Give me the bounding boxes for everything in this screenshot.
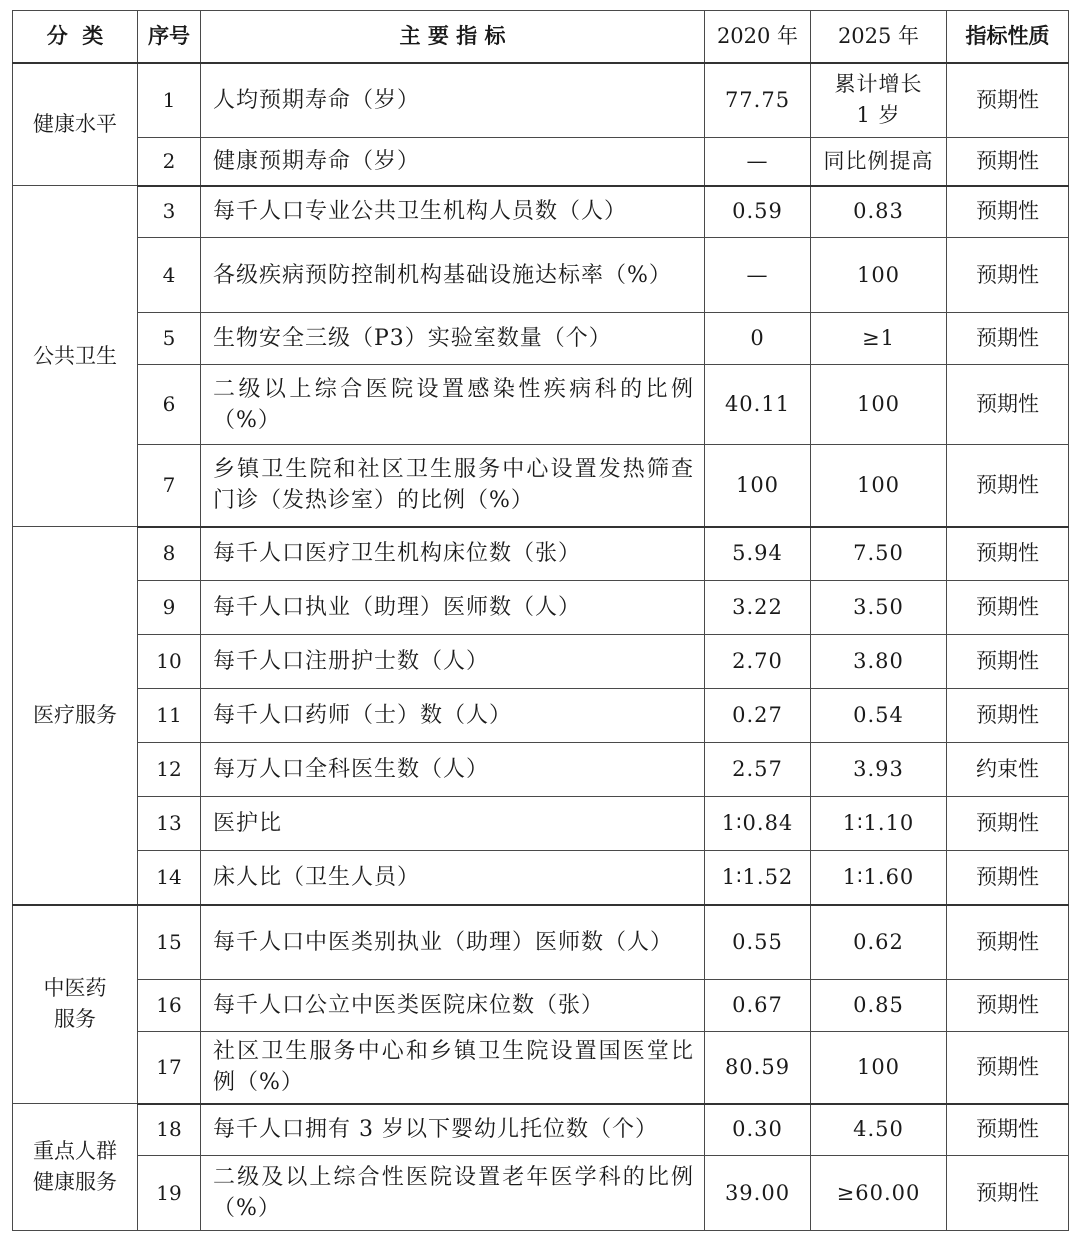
index-cell: 4 [138,238,201,313]
index-cell: 19 [138,1156,201,1231]
value-2025-cell: 3.80 [811,635,947,689]
index-cell: 7 [138,445,201,527]
indicator-name-cell: 每千人口拥有 3 岁以下婴幼儿托位数（个） [201,1104,705,1156]
table-row [13,1104,1069,1156]
index-cell: 6 [138,365,201,445]
index-cell: 1 [138,63,201,138]
indicator-name-cell: 二级及以上综合性医院设置老年医学科的比例（%） [201,1156,705,1231]
index-cell: 14 [138,851,201,905]
table-row [13,1032,1069,1104]
table-row [13,63,1069,138]
table-row [13,138,1069,186]
indicator-name-cell: 床人比（卫生人员） [201,851,705,905]
index-cell: 8 [138,527,201,581]
header-2025: 2025 年 [811,11,947,63]
table-row [13,527,1069,581]
header-2020: 2020 年 [705,11,811,63]
value-2025-cell: 100 [811,365,947,445]
index-cell: 12 [138,743,201,797]
nature-cell: 预期性 [947,186,1069,238]
value-2025-cell: 7.50 [811,527,947,581]
value-2020-cell: 0.59 [705,186,811,238]
nature-cell: 预期性 [947,1104,1069,1156]
indicator-name-cell: 每千人口执业（助理）医师数（人） [201,581,705,635]
value-2020-cell: 80.59 [705,1032,811,1104]
indicator-name-cell: 每千人口中医类别执业（助理）医师数（人） [201,905,705,980]
indicator-name-cell: 每千人口专业公共卫生机构人员数（人） [201,186,705,238]
table-row [13,186,1069,238]
indicator-name-cell: 健康预期寿命（岁） [201,138,705,186]
table-row [13,313,1069,365]
category-cell: 健康水平 [13,63,138,186]
nature-cell: 预期性 [947,138,1069,186]
nature-cell: 预期性 [947,635,1069,689]
index-cell: 13 [138,797,201,851]
value-2025-cell: ≥1 [811,313,947,365]
header-index: 序号 [138,11,201,63]
index-cell: 11 [138,689,201,743]
table-row [13,445,1069,527]
indicator-name-cell: 每万人口全科医生数（人） [201,743,705,797]
value-2020-cell: 1∶1.52 [705,851,811,905]
index-cell: 9 [138,581,201,635]
nature-cell: 预期性 [947,238,1069,313]
value-2025-cell: 0.54 [811,689,947,743]
value-2020-cell: 0.27 [705,689,811,743]
nature-cell: 预期性 [947,445,1069,527]
category-cell: 医疗服务 [13,527,138,905]
indicator-name-cell: 生物安全三级（P3）实验室数量（个） [201,313,705,365]
table-row [13,797,1069,851]
indicator-name-cell: 各级疾病预防控制机构基础设施达标率（%） [201,238,705,313]
value-2020-cell: 1∶0.84 [705,797,811,851]
value-2020-cell: 0.30 [705,1104,811,1156]
category-cell: 重点人群 健康服务 [13,1104,138,1231]
index-cell: 17 [138,1032,201,1104]
table-row [13,1156,1069,1231]
nature-cell: 预期性 [947,851,1069,905]
nature-cell: 预期性 [947,1156,1069,1231]
value-2025-cell: 1∶1.10 [811,797,947,851]
indicator-name-cell: 人均预期寿命（岁） [201,63,705,138]
indicator-name-cell: 医护比 [201,797,705,851]
nature-cell: 预期性 [947,365,1069,445]
value-2020-cell: 2.57 [705,743,811,797]
nature-cell: 预期性 [947,313,1069,365]
table-row [13,851,1069,905]
indicator-name-cell: 每千人口注册护士数（人） [201,635,705,689]
nature-cell: 预期性 [947,905,1069,980]
indicator-name-cell: 乡镇卫生院和社区卫生服务中心设置发热筛查门诊（发热诊室）的比例（%） [201,445,705,527]
table-row [13,980,1069,1032]
value-2020-cell: 0.67 [705,980,811,1032]
table-row [13,905,1069,980]
value-2025-cell: 100 [811,238,947,313]
indicator-name-cell: 每千人口药师（士）数（人） [201,689,705,743]
value-2020-cell: 0 [705,313,811,365]
table-row [13,581,1069,635]
value-2020-cell: 5.94 [705,527,811,581]
header-category: 分 类 [13,11,138,63]
indicator-name-cell: 每千人口医疗卫生机构床位数（张） [201,527,705,581]
value-2025-cell: 0.85 [811,980,947,1032]
value-2025-cell: 0.83 [811,186,947,238]
indicator-name-cell: 社区卫生服务中心和乡镇卫生院设置国医堂比例（%） [201,1032,705,1104]
table-row [13,238,1069,313]
index-cell: 2 [138,138,201,186]
value-2025-cell: 3.50 [811,581,947,635]
index-cell: 16 [138,980,201,1032]
header-indicator: 主 要 指 标 [201,11,705,63]
nature-cell: 预期性 [947,980,1069,1032]
value-2020-cell: 3.22 [705,581,811,635]
indicator-name-cell: 二级以上综合医院设置感染性疾病科的比例（%） [201,365,705,445]
index-cell: 5 [138,313,201,365]
header-nature: 指标性质 [947,11,1069,63]
value-2025-cell: ≥60.00 [811,1156,947,1231]
value-2020-cell: 77.75 [705,63,811,138]
value-2020-cell: — [705,238,811,313]
table-body [13,63,1069,1231]
nature-cell: 预期性 [947,689,1069,743]
value-2025-cell: 同比例提高 [811,138,947,186]
value-2025-cell: 100 [811,1032,947,1104]
indicator-name-cell: 每千人口公立中医类医院床位数（张） [201,980,705,1032]
index-cell: 3 [138,186,201,238]
category-cell: 公共卫生 [13,186,138,527]
value-2020-cell: 100 [705,445,811,527]
nature-cell: 预期性 [947,797,1069,851]
nature-cell: 预期性 [947,1032,1069,1104]
value-2020-cell: 2.70 [705,635,811,689]
value-2020-cell: — [705,138,811,186]
category-cell: 中医药 服务 [13,905,138,1104]
value-2020-cell: 0.55 [705,905,811,980]
table-row [13,689,1069,743]
value-2025-cell: 3.93 [811,743,947,797]
table-row [13,743,1069,797]
value-2025-cell: 累计增长 1 岁 [811,63,947,138]
value-2025-cell: 4.50 [811,1104,947,1156]
value-2025-cell: 1∶1.60 [811,851,947,905]
nature-cell: 预期性 [947,63,1069,138]
index-cell: 15 [138,905,201,980]
header-row [13,11,1069,63]
value-2025-cell: 100 [811,445,947,527]
table-row [13,635,1069,689]
indicator-table [12,10,1069,1231]
nature-cell: 预期性 [947,527,1069,581]
value-2020-cell: 40.11 [705,365,811,445]
index-cell: 10 [138,635,201,689]
value-2025-cell: 0.62 [811,905,947,980]
nature-cell: 预期性 [947,581,1069,635]
value-2020-cell: 39.00 [705,1156,811,1231]
table-row [13,365,1069,445]
nature-cell: 约束性 [947,743,1069,797]
index-cell: 18 [138,1104,201,1156]
